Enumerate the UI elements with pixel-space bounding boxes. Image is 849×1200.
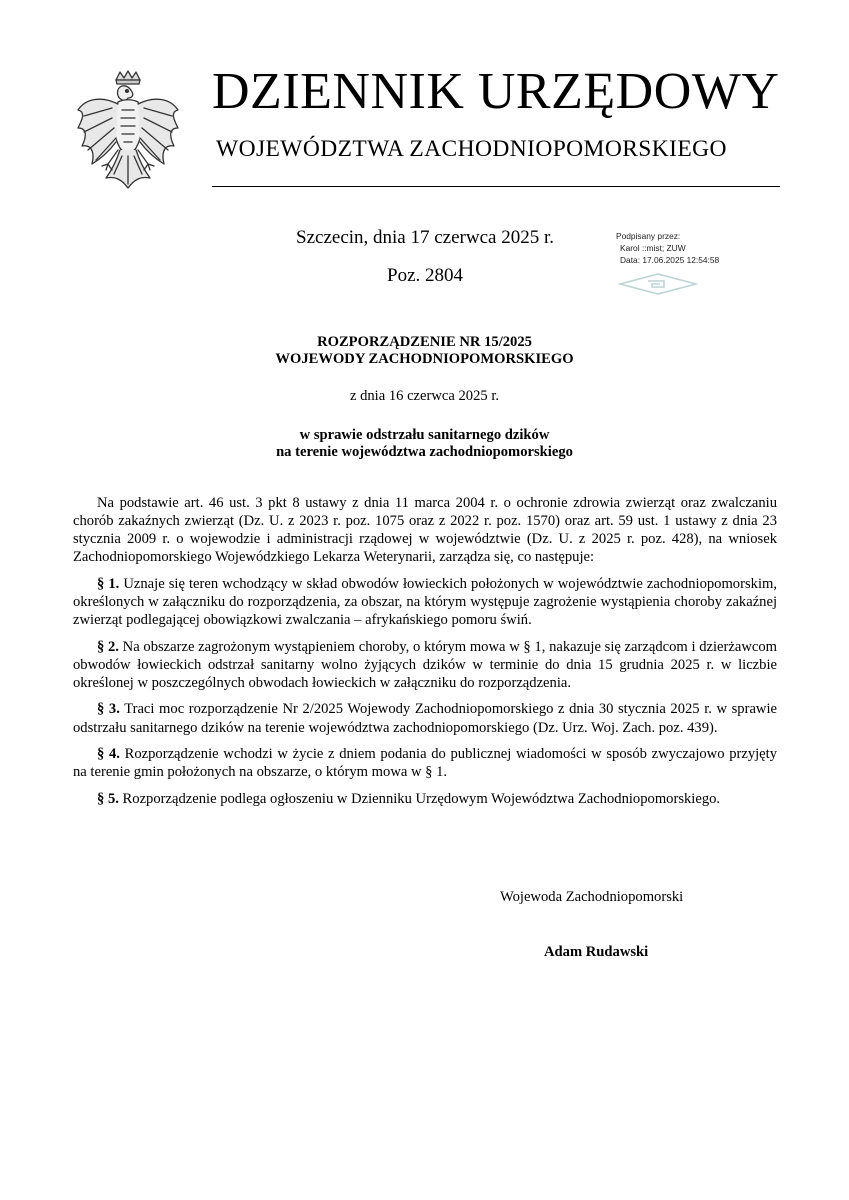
paragraph-number: § 5. xyxy=(97,790,119,807)
act-title xyxy=(0,334,849,368)
signature-watermark-icon xyxy=(618,272,698,296)
signature-signer: Karol ::mist; ZUW xyxy=(620,243,686,253)
paragraph-4 xyxy=(73,745,777,781)
signatory-title: Wojewoda Zachodniopomorski xyxy=(500,889,684,905)
polish-eagle-icon xyxy=(72,70,184,198)
act-subject xyxy=(0,427,849,461)
paragraph-3 xyxy=(73,700,777,736)
act-date: z dnia 16 czerwca 2025 r. xyxy=(349,388,500,404)
electronic-signature-stamp xyxy=(616,230,756,266)
position-number: Poz. 2804 xyxy=(387,265,463,286)
journal-title: DZIENNIK URZĘDOWY xyxy=(212,63,780,120)
paragraph-text: Rozporządzenie podlega ogłoszeniu w Dzienniku Urzędowym Województwa Zachodniopomorskiego. xyxy=(122,790,721,807)
signatory-name: Adam Rudawski xyxy=(544,944,649,960)
paragraph-text: Na obszarze zagrożonym wystąpieniem choroby, o którym mowa w § 1, nakazuje się zarządcom i dzierżawcom obwodów łowieckich odstrzał sanitarny wolno żyjących dzików w terminie do dnia 15 grudnia 2025 r. w liczbie określonej w poszczególnych obwodach łowieckich w załączniku do rozporządzenia. xyxy=(73,638,778,691)
act-title-line2: WOJEWODY ZACHODNIOPOMORSKIEGO xyxy=(275,351,574,367)
paragraph-5 xyxy=(73,790,777,808)
paragraph-number: § 3. xyxy=(97,701,120,718)
journal-subtitle: WOJEWÓDZTWA ZACHODNIOPOMORSKIEGO xyxy=(216,136,727,162)
signature-date: Data: 17.06.2025 12:54:58 xyxy=(620,255,720,265)
preamble: Na podstawie art. 46 ust. 3 pkt 8 ustawy z dnia 11 marca 2004 r. o ochronie zdrowia zwierząt oraz zwalczaniu chorób zakaźnych zwierząt (Dz. U. z 2023 r. poz. 1075 oraz z 2022 r. poz. 1570) oraz art. 59 ust. 1 ustawy z dnia 23 stycznia 2009 r. o wojewodzie i administracji rządowej w województwie (Dz. U. z 2025 r. poz. 428), na wniosek Zachodniopomorskiego Wojewódzkiego Lekarza Weterynarii, zarządza się, co następuje: xyxy=(73,495,777,566)
act-body xyxy=(73,494,777,816)
paragraph-text: Uznaje się teren wchodzący w skład obwodów łowieckich położonych w województwie zachodniopomorskim, określonych w załączniku do rozporządzenia, za obszar, na którym występuje zagrożenie wystąpienia choroby zakaźnej zwierząt podlegającej obowiązkowi zwalczania – afrykańskiego pomoru świń. xyxy=(73,575,777,629)
act-title-line1: ROZPORZĄDZENIE NR 15/2025 xyxy=(317,334,532,350)
paragraph-number: § 1. xyxy=(97,575,120,592)
header-divider xyxy=(212,186,780,187)
place-date: Szczecin, dnia 17 czerwca 2025 r. xyxy=(296,227,554,248)
paragraph-2 xyxy=(73,638,777,692)
paragraph-text: Rozporządzenie wchodzi w życie z dniem podania do publicznej wiadomości w sposób zwyczajowo przyjęty na terenie gmin położonych na obszarze, o którym mowa w § 1. xyxy=(73,746,778,781)
act-subject-line2: na terenie województwa zachodniopomorskiego xyxy=(276,444,573,460)
act-subject-line1: w sprawie odstrzału sanitarnego dzików xyxy=(299,427,550,443)
signature-signed-by-label: Podpisany przez: xyxy=(616,231,681,241)
paragraph-1 xyxy=(73,575,777,629)
paragraph-number: § 4. xyxy=(97,746,120,763)
paragraph-text: Traci moc rozporządzenie Nr 2/2025 Wojewody Zachodniopomorskiego z dnia 30 stycznia 2025 r. w sprawie odstrzału sanitarnego dzików na terenie województwa zachodniopomorskiego (Dz. Urz. Woj. Zach. poz. 439). xyxy=(73,701,778,736)
paragraph-number: § 2. xyxy=(97,638,119,655)
